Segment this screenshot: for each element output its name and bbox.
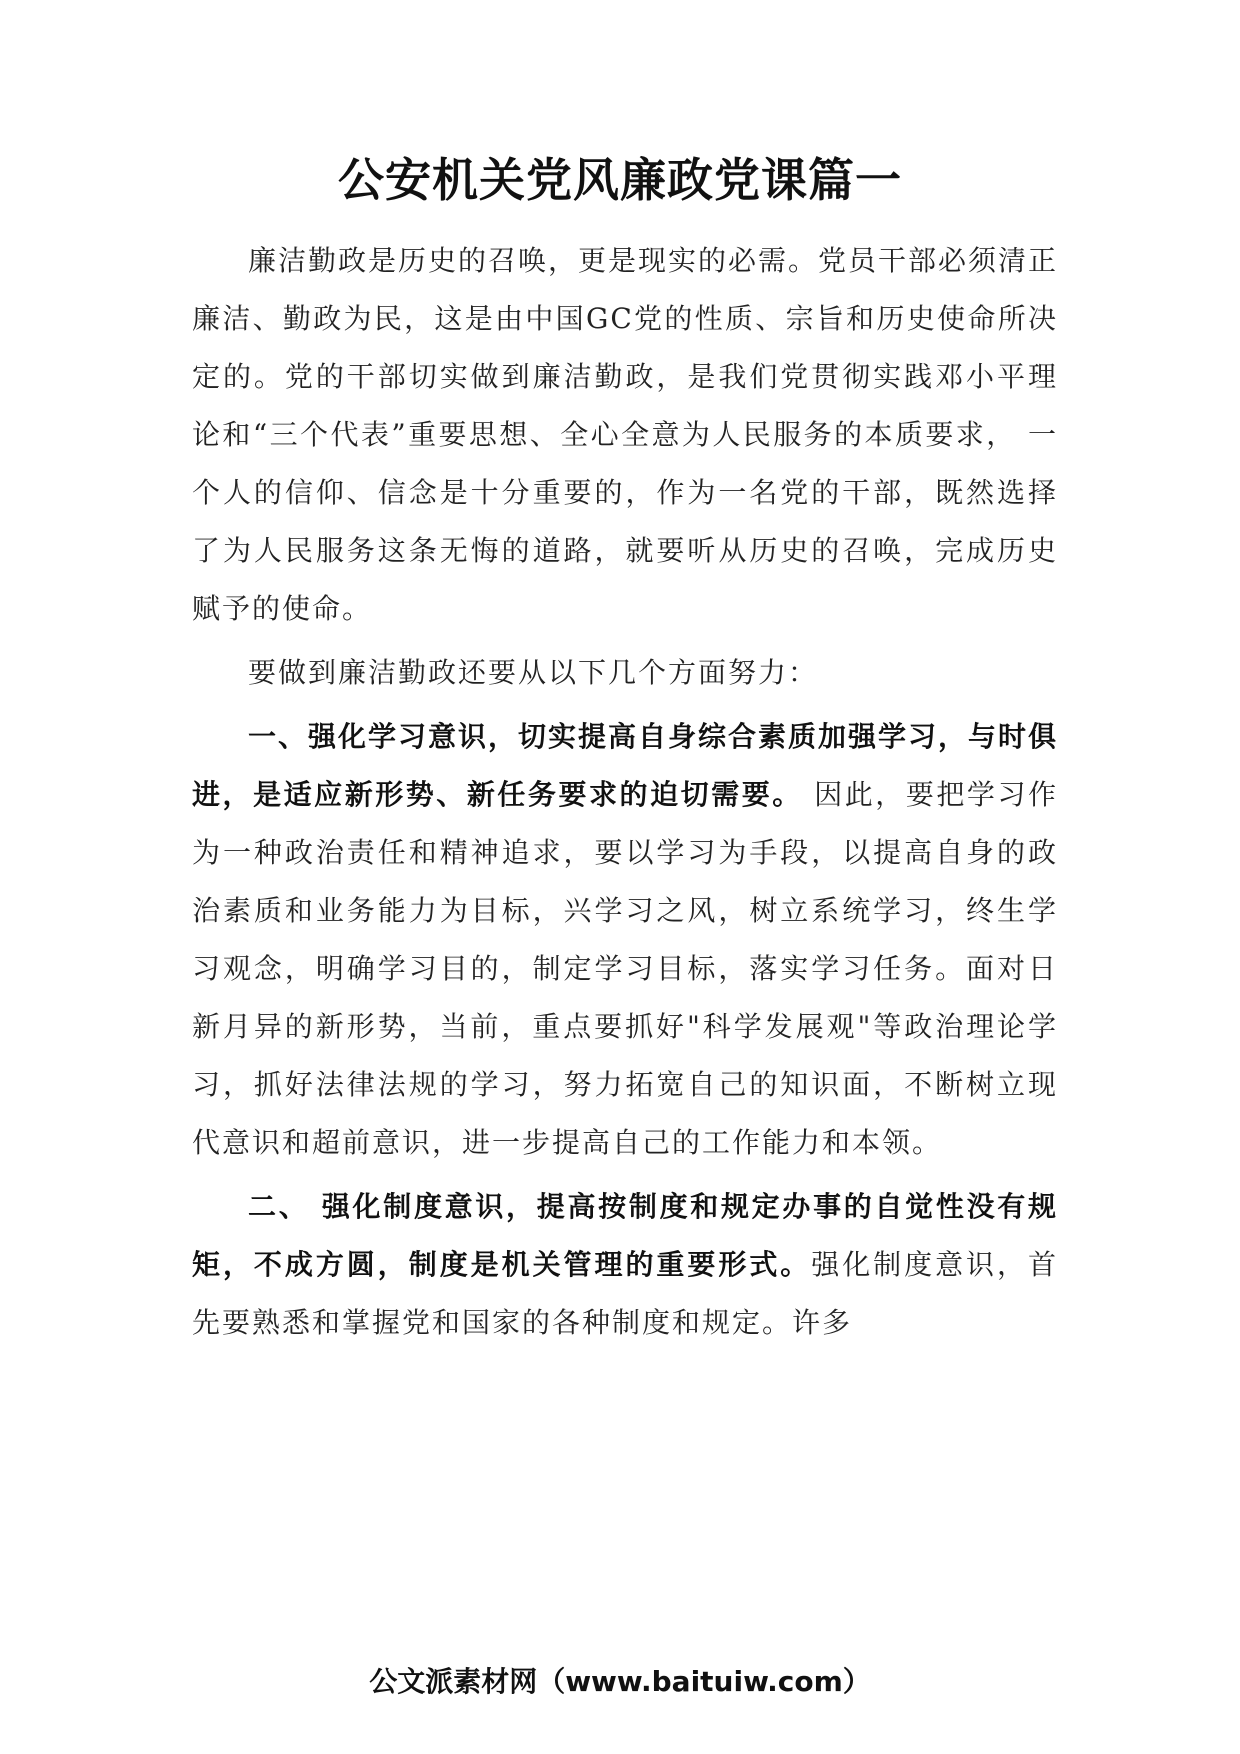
footer-source: 公文派素材网（www.baituiw.com） xyxy=(369,1665,871,1698)
section-two-heading: 二、 强化制度意识，提高按制度和规定办事的自觉性没有规矩，不成方圆，制度是机关管理的重要形式。 xyxy=(192,1190,1058,1281)
document-body xyxy=(192,232,1058,1352)
section-one-heading: 一、强化学习意识，切实提高自身综合素质加强学习，与时俱进，是适应新形势、新任务要求的迫切需要。 xyxy=(192,720,1059,811)
section-two-text: 强化制度意识，首先要熟悉和掌握党和国家的各种制度和规定。许多 xyxy=(192,1248,1058,1339)
paragraph-section-two xyxy=(192,1178,1058,1352)
paragraph-intro xyxy=(192,232,1058,638)
document-title: 公安机关党风廉政党课篇一 xyxy=(338,153,902,207)
paragraph-efforts xyxy=(192,644,1058,702)
section-one-text: 因此，要把学习作为一种政治责任和精神追求，要以学习为手段，以提高自身的政治素质和业务能力为目标，兴学习之风，树立系统学习，终生学习观念，明确学习目的，制定学习目标，落实学习任务。面对日新月异的新形势，当前，重点要抓好"科学发展观"等政治理论学习，抓好法律法规的学习，努力拓宽自己的知识面，不断树立现代意识和超前意识，进一步提高自己的工作能力和本领。 xyxy=(192,778,1058,1159)
paragraph-intro-text: 廉洁勤政是历史的召唤，更是现实的必需。党员干部必须清正廉洁、勤政为民，这是由中国GC党的性质、宗旨和历史使命所决定的。党的干部切实做到廉洁勤政，是我们党贯彻实践邓小平理论和“三个代表”重要思想、全心全意为人民服务的本质要求， 一个人的信仰、信念是十分重要的，作为一名党的干部，既然选择了为人民服务这条无悔的道路，就要听从历史的召唤，完成历史赋予的使命。 xyxy=(192,244,1059,625)
paragraph-section-one xyxy=(192,708,1058,1172)
paragraph-efforts-text: 要做到廉洁勤政还要从以下几个方面努力： xyxy=(248,656,819,689)
